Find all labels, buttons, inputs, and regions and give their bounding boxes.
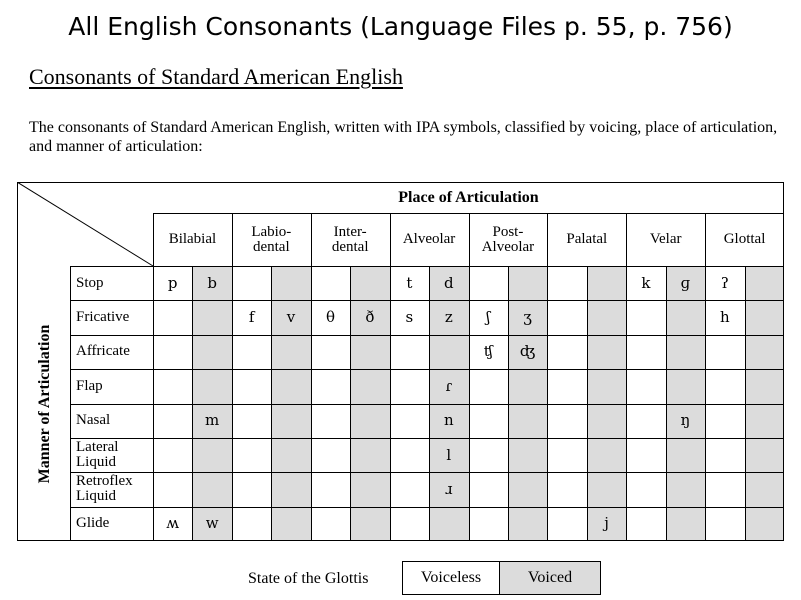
manner-row-label: Retroflex Liquid [76, 473, 133, 505]
ipa-symbol: ŋ [680, 411, 691, 430]
manner-row-label: Nasal [76, 412, 111, 429]
slide-title: All English Consonants (Language Files p. 55, p. 756) [68, 12, 733, 41]
place-header: Alveolar [402, 231, 456, 247]
glottis-legend-label: State of the Glottis [248, 570, 369, 587]
legend-voiced: Voiced [499, 561, 601, 595]
ipa-symbol: h [720, 308, 730, 327]
ipa-symbol: ð [365, 308, 375, 327]
ipa-symbol: w [205, 514, 219, 533]
ipa-symbol: θ [325, 308, 335, 327]
place-header: Inter- dental [331, 223, 369, 255]
manner-row-label: Stop [76, 274, 104, 291]
manner-row-label: Affricate [76, 343, 130, 360]
ipa-symbol: k [641, 273, 651, 292]
place-of-articulation-title: Place of Articulation [398, 189, 539, 206]
ipa-symbol: b [207, 273, 217, 292]
intro-paragraph: The consonants of Standard American English, written with IPA symbols, classified by voicing, place of articulation, and manner of articulation: [29, 119, 778, 155]
consonant-chart [17, 182, 784, 541]
ipa-symbol: j [604, 514, 609, 533]
manner-row-label: Lateral Liquid [76, 439, 119, 471]
ipa-symbol: t [406, 273, 413, 292]
ipa-symbol: p [167, 273, 178, 292]
ipa-symbol: z [444, 308, 453, 327]
ipa-symbol: ʃ [486, 308, 491, 327]
ipa-symbol: ɡ [680, 273, 691, 292]
legend-voiceless: Voiceless [402, 561, 500, 595]
ipa-symbol: ʍ [166, 514, 180, 533]
ipa-symbol: ʤ [519, 342, 536, 361]
place-header: Glottal [723, 231, 766, 247]
ipa-symbol: n [443, 411, 454, 430]
manner-row-label: Glide [76, 515, 110, 532]
ipa-symbol: d [443, 273, 454, 292]
ipa-symbol: ɾ [445, 376, 453, 395]
place-header: Labio- dental [251, 223, 292, 255]
chart-border [18, 183, 784, 541]
ipa-symbol: l [446, 445, 452, 464]
ipa-symbol: ɹ [445, 479, 453, 498]
ipa-symbol: ʧ [483, 342, 493, 361]
chart-grid [17, 182, 784, 541]
section-heading: Consonants of Standard American English [29, 64, 403, 89]
ipa-symbol: f [248, 308, 255, 327]
ipa-symbol: m [205, 411, 220, 430]
ipa-symbol: ʒ [523, 308, 532, 327]
place-header: Palatal [566, 231, 608, 247]
manner-row-label: Fricative [76, 309, 130, 326]
manner-of-articulation-title: Manner of Articulation [35, 324, 52, 483]
place-header: Post- Alveolar [481, 223, 535, 255]
manner-row-label: Flap [76, 377, 103, 394]
ipa-symbol: s [405, 308, 414, 327]
ipa-symbol: ʔ [720, 273, 729, 292]
place-header: Bilabial [168, 231, 217, 247]
place-header: Velar [649, 231, 682, 247]
ipa-symbol: v [286, 308, 296, 327]
corner-diagonal [17, 182, 153, 266]
